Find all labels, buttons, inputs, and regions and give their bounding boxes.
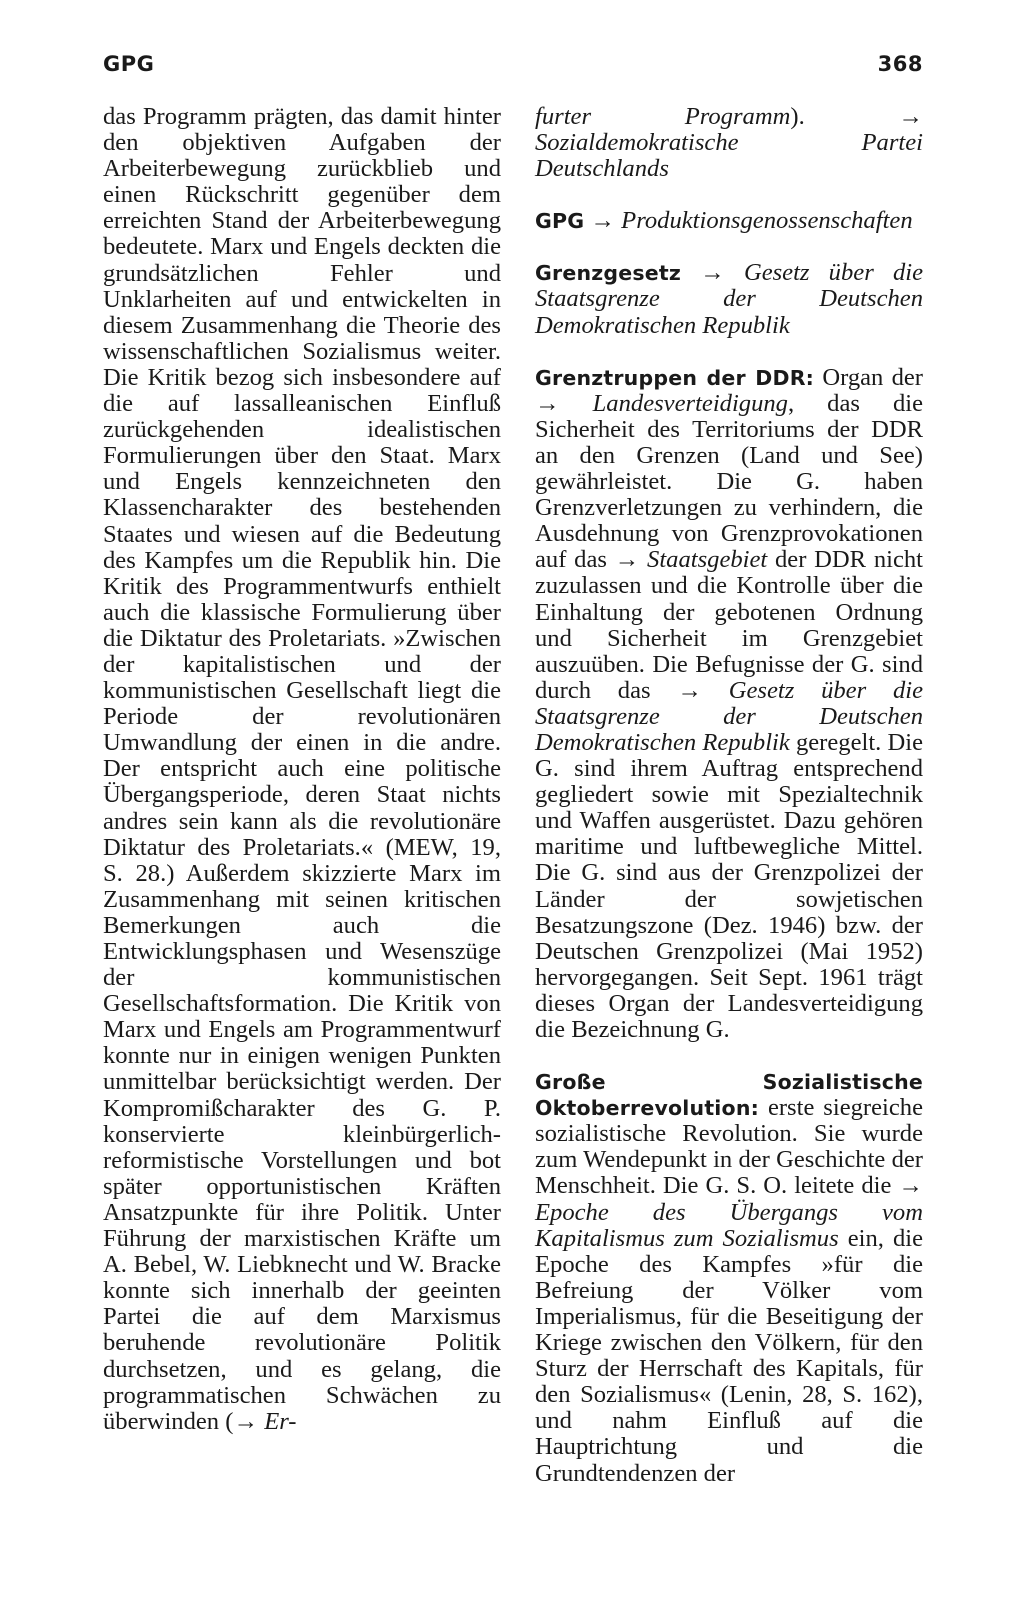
dictionary-entry-grenztruppen	[535, 365, 923, 1043]
page-number: 368	[877, 52, 923, 76]
arrow-text: →	[680, 259, 744, 287]
cross-reference: Epoche des Übergangs vom Kapitalismus zum Sozialismus	[535, 1198, 923, 1252]
dictionary-entry-oktoberrevolution	[535, 1069, 923, 1487]
left-column	[103, 104, 501, 1435]
cross-reference: Sozialdemokratische Partei Deutschlands	[535, 129, 923, 183]
dictionary-entry-grenzgesetz	[535, 260, 923, 338]
dictionary-entry-gpg	[535, 208, 923, 234]
entry-headword: Große Sozialistische Oktoberrevolution:	[535, 1070, 923, 1121]
entry-headword: Grenztruppen der DDR:	[535, 365, 815, 390]
cross-reference: Gesetz über die Staatsgrenze der Deutschen Demokratischen Republik	[535, 676, 923, 756]
cross-reference: Landesverteidigung	[592, 389, 788, 417]
cross-reference: Gesetz über die Staatsgrenze der Deutschen Demokratischen Republik	[535, 259, 923, 339]
cross-reference: Staatsgebiet	[647, 546, 768, 574]
cross-reference: Produktionsgenossenschaften	[621, 207, 913, 235]
entry-text: Organ der →	[535, 363, 923, 417]
right-column	[535, 104, 923, 1513]
entry-headword: GPG	[535, 209, 585, 234]
entry-text: der DDR nicht zuzulassen und die Kontrolle über die Einhaltung der gebotenen Ordnung und Sicherheit im Grenzgebiet auszuüben. Die Befugnisse der G. sind durch das →	[535, 546, 923, 704]
running-head-left: GPG	[103, 52, 155, 76]
continuation-text: ). →	[790, 103, 923, 130]
body-paragraph	[103, 104, 501, 1435]
entry-headword: Grenzgesetz	[535, 261, 681, 286]
cross-reference: → Er-	[233, 1407, 297, 1435]
body-text: das Programm prägten, das damit hinter den objektiven Aufgaben der Arbeiterbewegung zurückblieb und einen Rückschritt gegenüber dem erreichten Stand der Arbeiterbewegung bedeutete. Marx und Engels deckten die grundsätzlichen Fehler und Unklarheiten auf und entwickelten in diesem Zusammenhang die Theorie des wissenschaftlichen Sozialismus weiter. Die Kritik bezog sich insbesondere auf die auf lassalleanischen Einfluß zurückgehenden idealistischen Formulierungen über den Staat. Marx und Engels kennzeichneten den Klassencharakter des bestehenden Staates und wiesen auf die Bedeutung des Kampfes um die Republik hin. Die Kritik des Programmentwurfs enthielt auch die klassische Formulierung über die Diktatur des Proletariats. »Zwischen der kapitalistischen und der kommunistischen Gesellschaft liegt die Periode der revolutionären Umwandlung der einen in die andre. Der entspricht auch eine politische Übergangsperiode, deren Staat nichts andres sein kann als die revolutionäre Diktatur des Proletariats.« (MEW, 19, S. 28.) Außerdem skizzierte Marx im Zusammenhang mit seinen kritischen Bemerkungen auch die Entwicklungsphasen und Wesenszüge der kommunistischen Gesellschaftsformation. Die Kritik von Marx und Engels am Programmentwurf konnte nur in einigen wenigen Punkten unmittelbar berücksichtigt werden. Der Kompromißcharakter des G. P. konservierte kleinbürgerlich-reformistische Vorstellungen und bot später opportunistischen Kräften Ansatzpunkte für ihre Politik. Unter Führung der marxistischen Kräfte um A. Bebel, W. Liebknecht und W. Bracke konnte sich innerhalb der geeinten Partei die auf dem Marxismus beruhende revolutionäre Politik durchsetzen, und es gelang, die programmatischen Schwächen zu überwinden (	[103, 103, 501, 1435]
arrow-text: →	[584, 207, 622, 235]
cross-reference: furter Programm	[535, 103, 791, 130]
continuation-paragraph	[535, 104, 923, 182]
entry-text: ein, die Epoche des Kampfes »für die Befreiung der Völker vom Imperialismus, für die Beseitigung der Kriege zwischen den Völkern, für den Sturz der Herrschaft des Kapitals, für den Sozialismus« (Lenin, 28, S. 162), und nahm Einfluß auf die Hauptrichtung und die Grundtendenzen der	[535, 1224, 923, 1487]
entry-text: , das die Sicherheit des Territoriums der DDR an den Grenzen (Land und See) gewährleistet. Die G. haben Grenzverletzungen zu verhindern, die Ausdehnung von Grenzprovokationen auf das →	[535, 389, 923, 574]
entry-text: geregelt. Die G. sind ihrem Auftrag entsprechend gegliedert sowie mit Spezialtechnik und Waffen ausgerüstet. Dazu gehören maritime und luftbewegliche Mittel. Die G. sind aus der Grenzpolizei der Länder der sowjetischen Besatzungszone (Dez. 1946) bzw. der Deutschen Grenzpolizei (Mai 1952) hervorgegangen. Seit Sept. 1961 trägt dieses Organ der Landesverteidigung die Bezeichnung G.	[535, 728, 923, 1043]
entry-text: erste siegreiche sozialistische Revolution. Sie wurde zum Wendepunkt in der Geschichte der Menschheit. Die G. S. O. leitete die →	[535, 1094, 923, 1200]
